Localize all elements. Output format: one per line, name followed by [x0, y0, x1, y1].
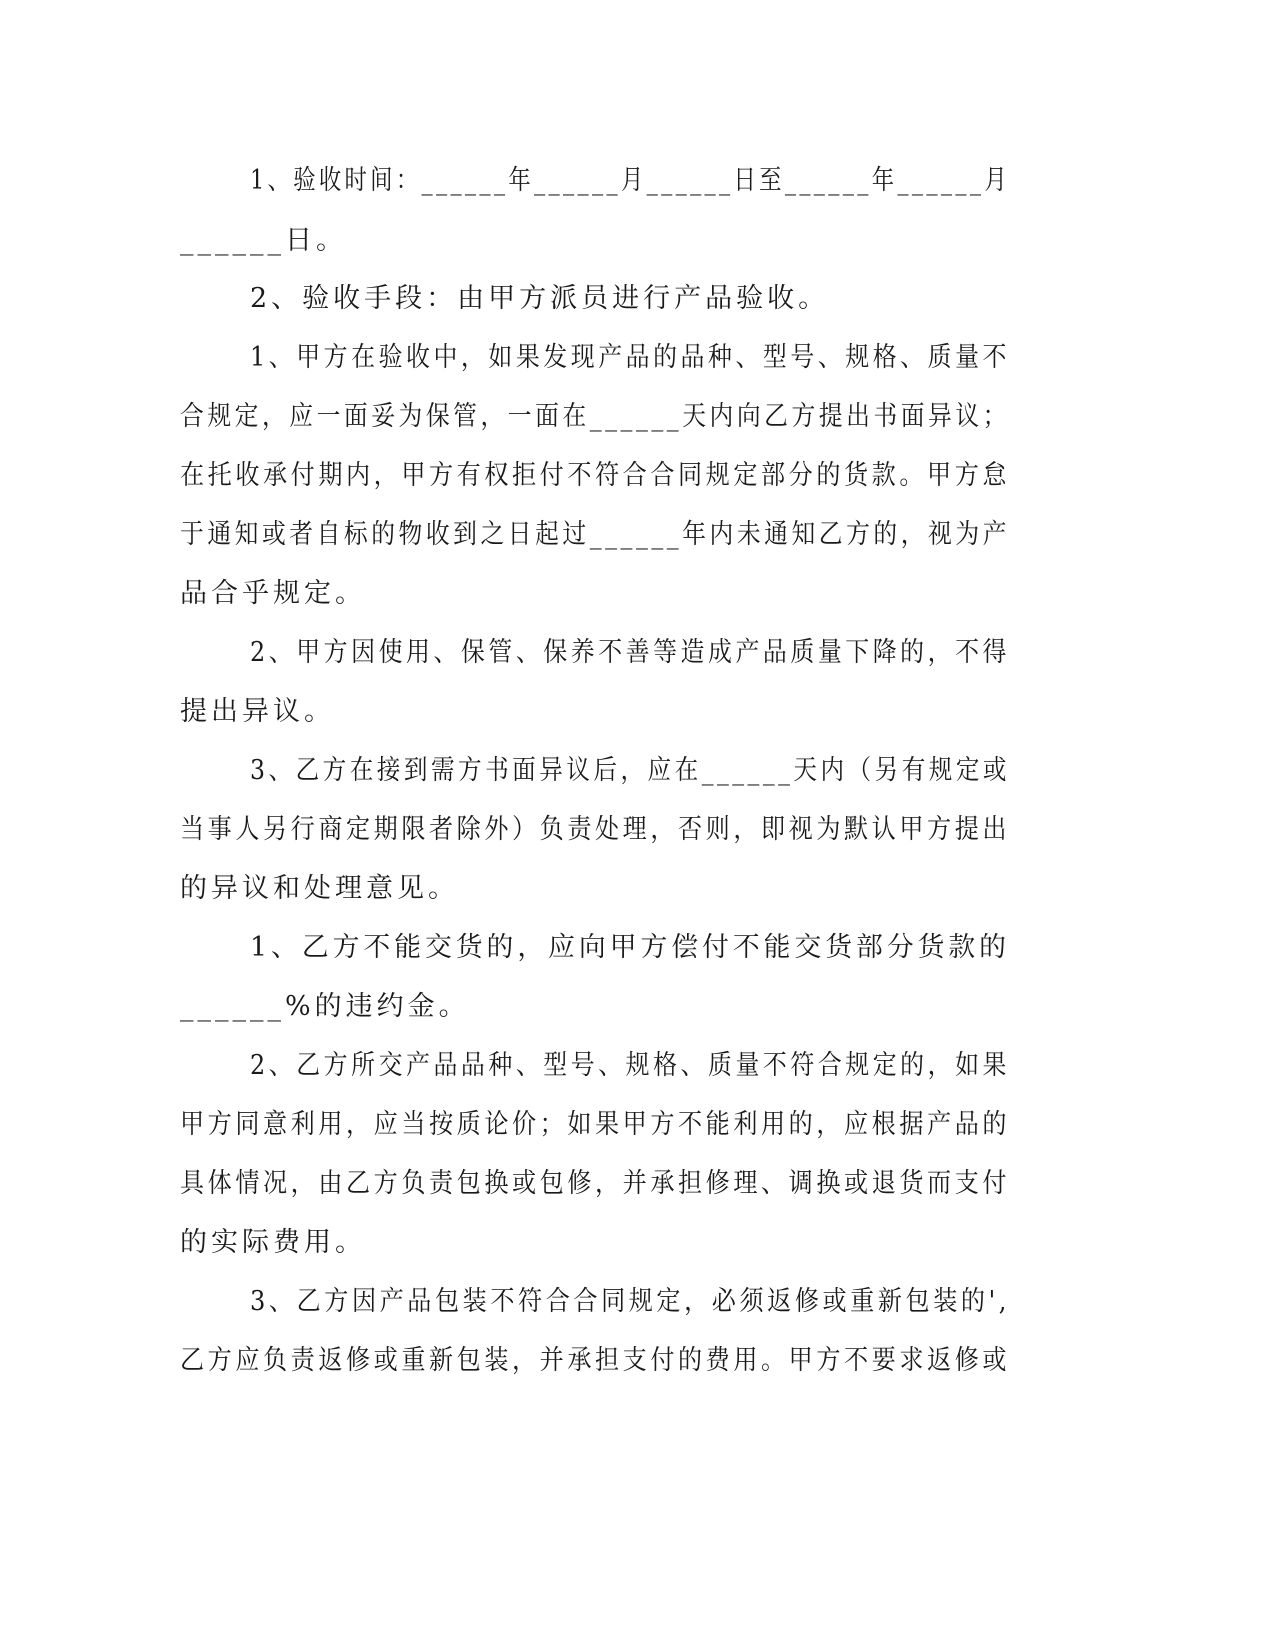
paragraph-6-line-1: [0, 917, 1275, 979]
text-line: 3、乙方在接到需方书面异议后，应在______天内（另有规定或: [250, 755, 1011, 786]
text-line: 甲方同意利用，应当按质论价；如果甲方不能利用的，应根据产品的: [180, 1109, 1011, 1140]
text-line: 提出异议。: [180, 696, 335, 727]
text-line: ______%的违约金。: [180, 991, 470, 1022]
paragraph-7-line-2: [0, 1094, 1275, 1156]
text-line: 在托收承付期内，甲方有权拒付不符合合同规定部分的货款。甲方怠: [180, 460, 1011, 491]
paragraph-3-line-3: [0, 445, 1275, 507]
text-line: 2、乙方所交产品品种、型号、规格、质量不符合规定的，如果: [250, 1050, 1011, 1081]
text-line: 具体情况，由乙方负责包换或包修，并承担修理、调换或退货而支付: [180, 1168, 1011, 1199]
paragraph-2-line-1: [0, 268, 1275, 330]
paragraph-6-line-2: [0, 976, 1275, 1038]
paragraph-5-line-3: [0, 858, 1275, 920]
text-line: 当事人另行商定期限者除外）负责处理，否则，即视为默认甲方提出: [180, 814, 1011, 845]
text-line: 2、验收手段：由甲方派员进行产品验收。: [250, 283, 830, 314]
paragraph-8-line-1: [0, 1271, 1275, 1333]
paragraph-7-line-3: [0, 1153, 1275, 1215]
paragraph-3-line-1: [0, 327, 1275, 389]
text-line: 品合乎规定。: [180, 578, 366, 609]
paragraph-5-line-1: [0, 740, 1275, 802]
text-line: 2、甲方因使用、保管、保养不善等造成产品质量下降的，不得: [250, 637, 1011, 668]
paragraph-3-line-5: [0, 563, 1275, 625]
paragraph-4-line-2: [0, 681, 1275, 743]
text-line: 乙方应负责返修或重新包装，并承担支付的费用。甲方不要求返修或: [180, 1345, 1011, 1376]
text-line: 3、乙方因产品包装不符合合同规定，必须返修或重新包装的',: [250, 1286, 1011, 1317]
paragraph-8-line-2: [0, 1330, 1275, 1392]
paragraph-4-line-1: [0, 622, 1275, 684]
text-line: ______日。: [180, 225, 347, 256]
text-line: 1、乙方不能交货的，应向甲方偿付不能交货部分货款的: [250, 932, 1010, 963]
paragraph-3-line-4: [0, 504, 1275, 566]
text-line: 1、验收时间：______年______月______日至______年______月: [250, 165, 1010, 196]
text-line: 的异议和处理意见。: [180, 873, 459, 904]
text-line: 的实际费用。: [180, 1227, 366, 1258]
paragraph-7-line-1: [0, 1035, 1275, 1097]
paragraph-1-line-2: [0, 210, 1275, 272]
paragraph-7-line-4: [0, 1212, 1275, 1274]
text-line: 1、甲方在验收中，如果发现产品的品种、型号、规格、质量不: [250, 342, 1011, 373]
text-line: 于通知或者自标的物收到之日起过______年内未通知乙方的，视为产: [180, 519, 1010, 550]
paragraph-1-line-1: [0, 150, 1275, 212]
text-line: 合规定，应一面妥为保管，一面在______天内向乙方提出书面异议；: [180, 401, 1010, 432]
paragraph-3-line-2: [0, 386, 1275, 448]
paragraph-5-line-2: [0, 799, 1275, 861]
